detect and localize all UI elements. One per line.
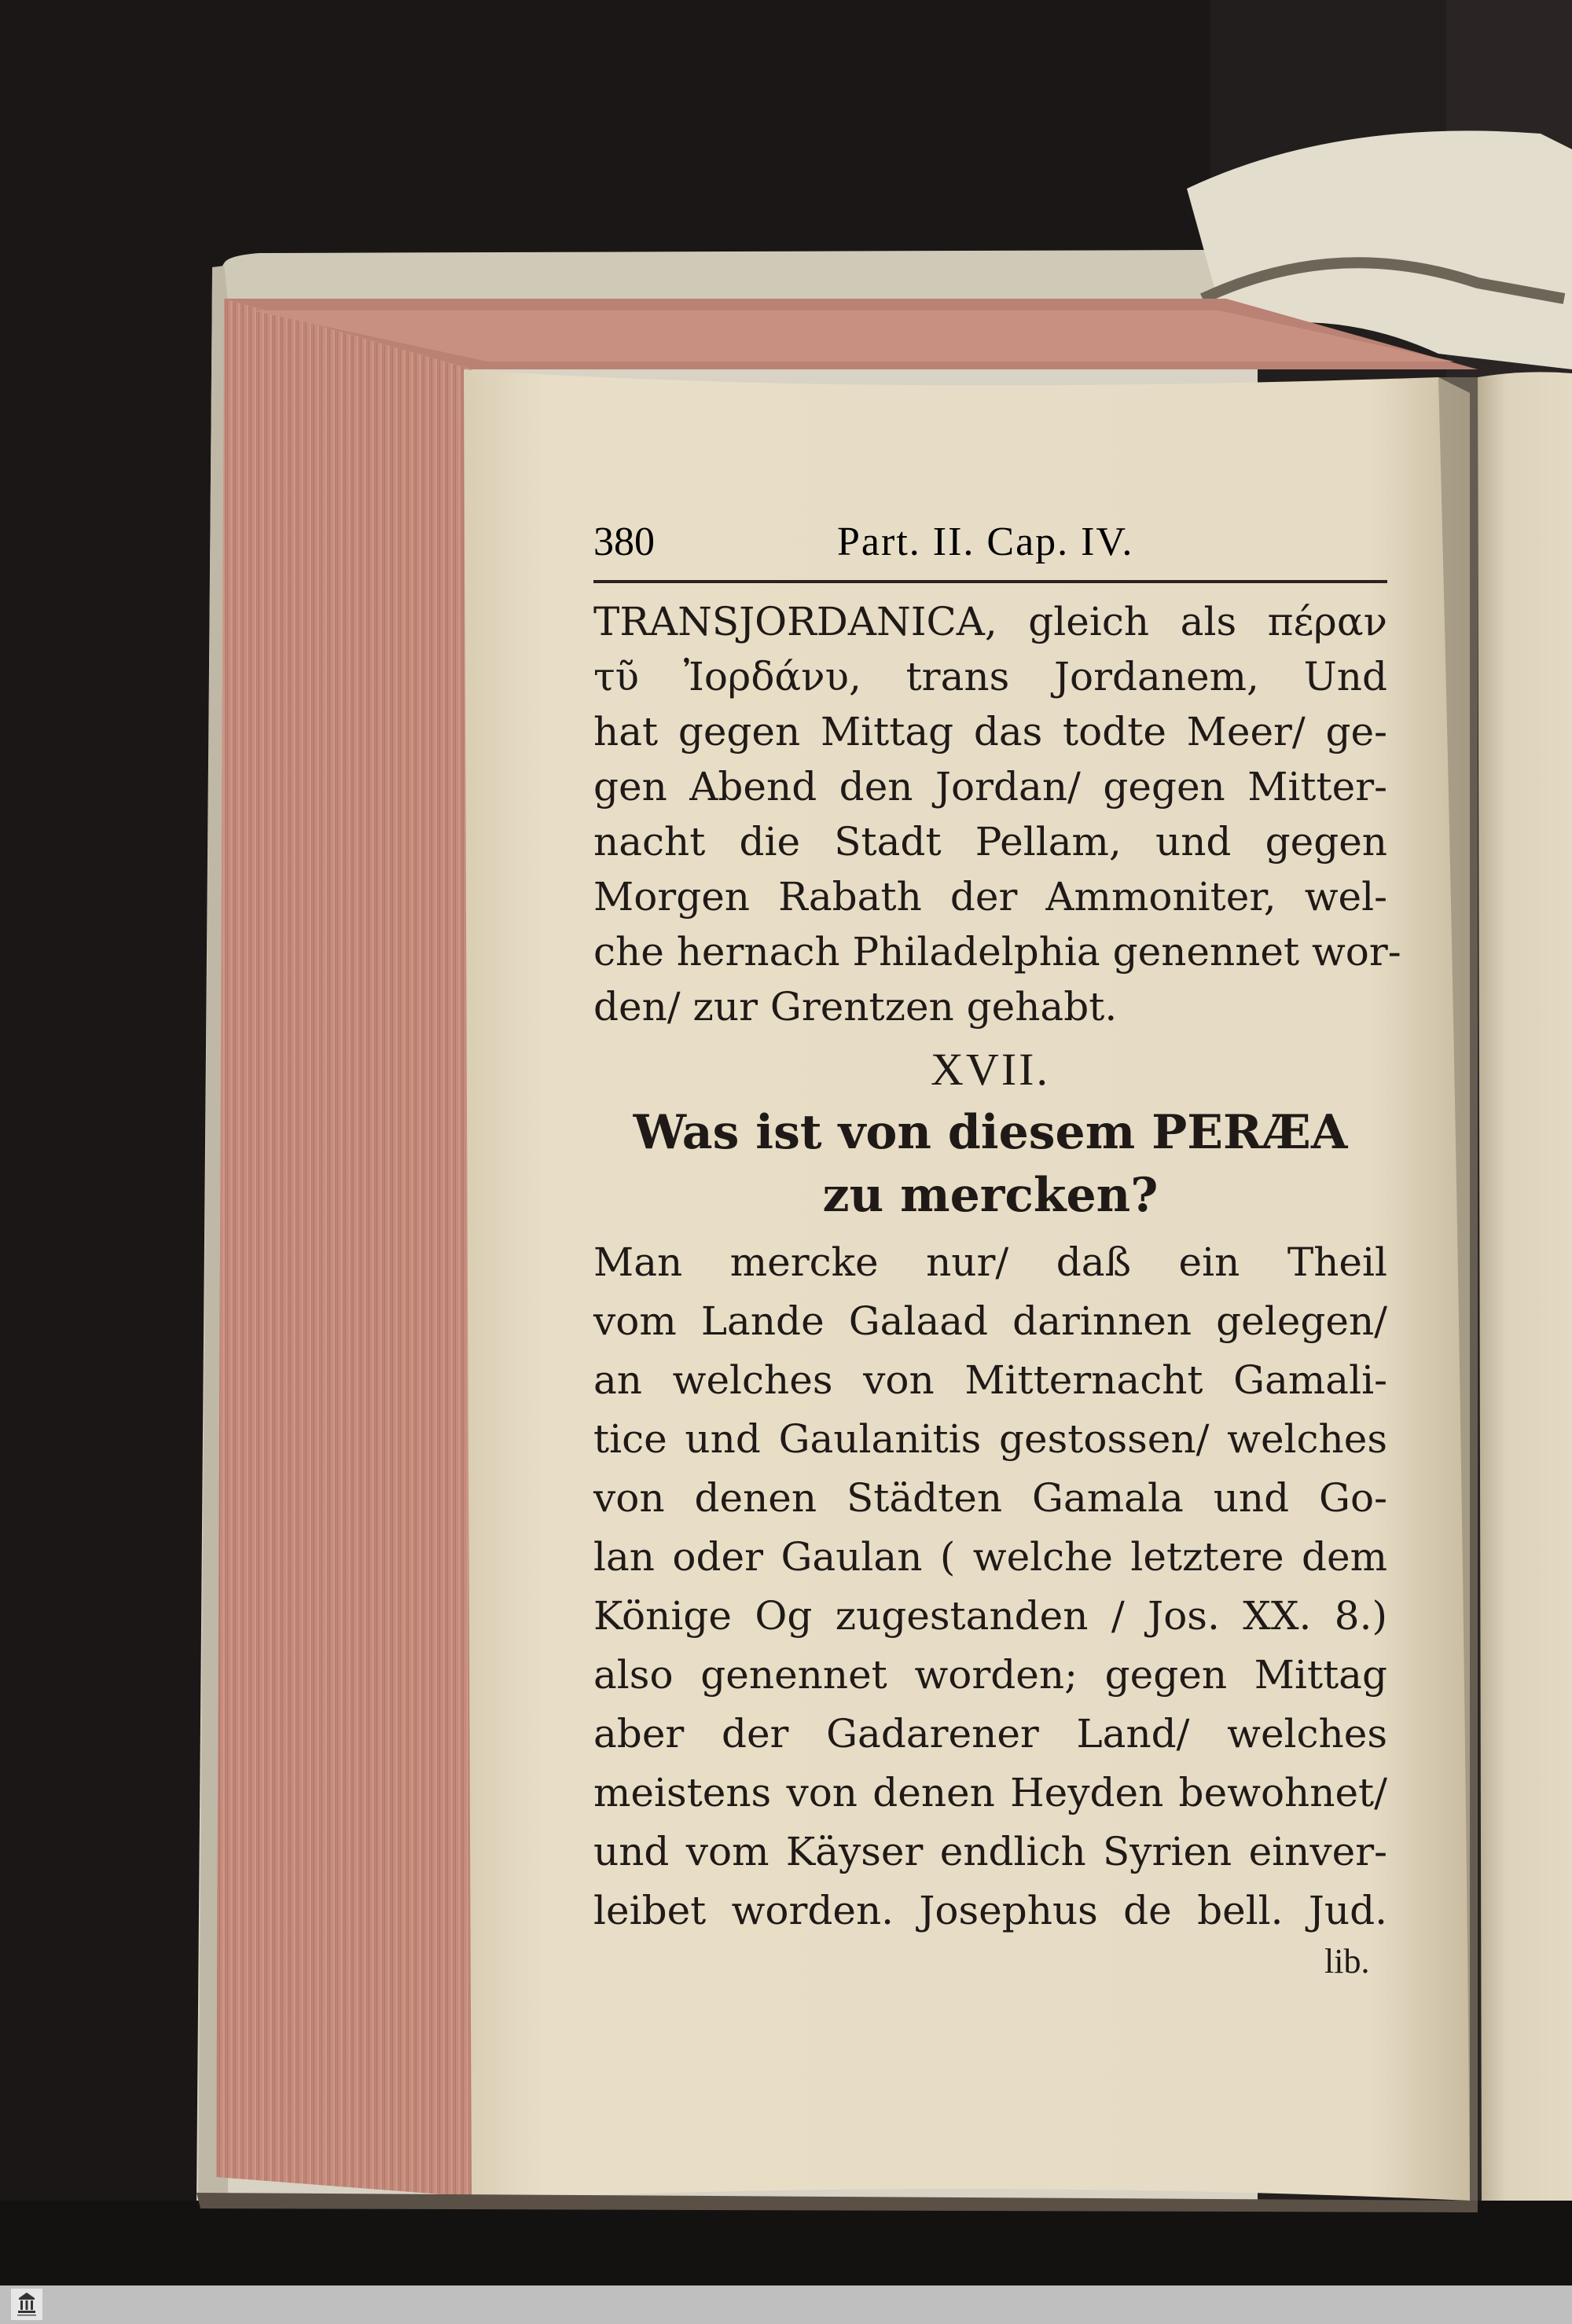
answer-line: von denen Städten Gamala und Go- [593,1475,1387,1521]
text-line: τῦ Ἰορδάνυ, trans Jordanem, Und [593,654,1387,699]
answer-line: an welches von Mitternacht Gamali- [593,1357,1387,1403]
answer-line: leibet worden. Josephus de bell. Jud. [593,1888,1387,1933]
library-logo-icon [11,2289,42,2320]
answer-line: aber der Gadarener Land/ welches [593,1711,1387,1757]
text-line: den/ zur Grentzen gehabt. [593,984,1118,1030]
text-line: hat gegen Mittag das todte Meer/ ge- [593,709,1387,754]
text-line: gen Abend den Jordan/ gegen Mitter- [593,764,1387,810]
viewer-footer-bar [0,2285,1572,2324]
text-line: TRANSJORDANICA, gleich als πέραν [593,599,1387,644]
answer-line: vom Lande Galaad darinnen gelegen/ [593,1298,1387,1344]
running-title: Part. II. Cap. IV. [837,520,1134,564]
running-header [593,519,1387,582]
answer-line: lan oder Gaulan ( welche letztere dem [593,1534,1387,1580]
cover-top [224,250,1238,303]
header-rule [593,580,1387,583]
right-page [1478,372,1572,2216]
question-heading: zu mercken? [822,1168,1159,1223]
page-number: 380 [593,520,655,564]
answer-line: tice und Gaulanitis gestossen/ welches [593,1416,1387,1462]
text-line: Morgen Rabath der Ammoniter, wel- [593,874,1387,920]
answer-line: Könige Og zugestanden / Jos. XX. 8.) [593,1593,1387,1639]
answer-line: also genennet worden; gegen Mittag [593,1652,1387,1698]
text-line: nacht die Stadt Pellam, und gegen [593,819,1387,865]
answer-line: und vom Käyser endlich Syrien einver- [593,1829,1387,1874]
answer-line: Man mercke nur/ daß ein Theil [593,1239,1387,1285]
text-line: che hernach Philadelphia genennet wor- [593,929,1401,975]
page-edges [216,299,472,2197]
question-heading: Was ist von diesem PERÆA [633,1105,1348,1160]
answer-line: meistens von denen Heyden bewohnet/ [593,1770,1387,1816]
section-number: XVII. [931,1044,1050,1095]
catchword: lib. [1324,1942,1370,1981]
